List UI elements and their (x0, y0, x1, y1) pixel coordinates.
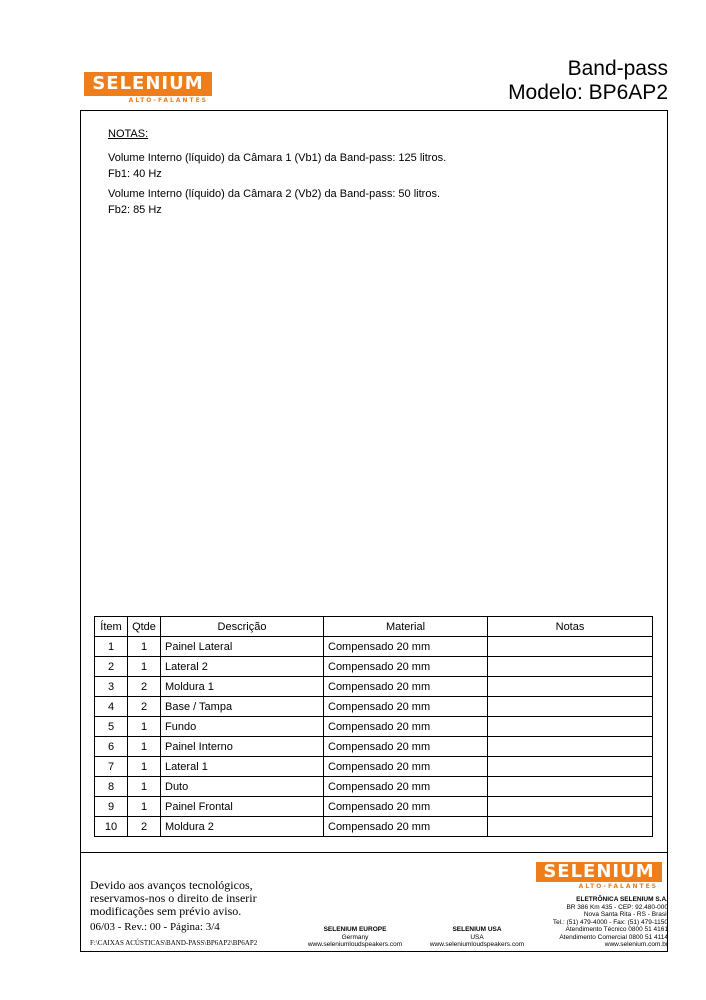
logo-wordmark: SELENIUM (543, 861, 655, 882)
cell-notes (488, 757, 653, 777)
company-city: Nova Santa Rita - RS - Brasil (583, 911, 668, 918)
cell-notes (488, 697, 653, 717)
cell-qty: 2 (128, 677, 161, 697)
cell-description: Painel Frontal (161, 797, 324, 817)
disclaimer-line: modificações sem prévio aviso. (90, 904, 242, 918)
cell-material: Compensado 20 mm (324, 657, 488, 677)
table-row (95, 777, 653, 797)
cell-qty: 1 (128, 737, 161, 757)
cell-qty: 2 (128, 697, 161, 717)
cell-item: 5 (95, 717, 128, 737)
cell-material: Compensado 20 mm (324, 737, 488, 757)
cell-material: Compensado 20 mm (324, 637, 488, 657)
revision-info: 06/03 - Rev.: 00 - Página: 3/4 (90, 921, 220, 933)
disclaimer-line: reservamos-nos o direito de inserir (90, 891, 257, 905)
selenium-logo-footer (536, 862, 662, 891)
cell-notes (488, 797, 653, 817)
note-chamber-1-volume: Volume Interno (líquido) da Câmara 1 (Vb1) da Band-pass: 125 litros. (108, 152, 447, 164)
footer-divider (80, 852, 668, 853)
cell-item: 8 (95, 777, 128, 797)
cell-notes (488, 737, 653, 757)
cell-material: Compensado 20 mm (324, 677, 488, 697)
contact-usa-url: www.seleniumloudspeakers.com (429, 941, 525, 948)
cell-notes (488, 817, 653, 837)
file-path: F:\CAIXAS ACÚSTICAS\BAND-PASS\BP6AP2\BP6AP2 (90, 939, 258, 947)
selenium-logo (84, 72, 212, 105)
cell-qty: 1 (128, 797, 161, 817)
cell-material: Compensado 20 mm (324, 777, 488, 797)
column-header-material: Material (324, 617, 488, 637)
cell-notes (488, 657, 653, 677)
table-row (95, 757, 653, 777)
contact-europe-url: www.seleniumloudspeakers.com (307, 941, 403, 948)
logo-tagline: ALTO-FALANTES (84, 96, 212, 105)
contact-europe-name: SELENIUM EUROPE (323, 926, 387, 933)
cell-description: Fundo (161, 717, 324, 737)
cell-description: Lateral 2 (161, 657, 324, 677)
company-name: ELETRÔNICA SELENIUM S.A. (576, 896, 668, 903)
contact-usa (422, 926, 532, 949)
table-row (95, 717, 653, 737)
cell-item: 7 (95, 757, 128, 777)
cell-description: Moldura 2 (161, 817, 324, 837)
notes-heading: NOTAS: (108, 128, 149, 140)
cell-item: 9 (95, 797, 128, 817)
cell-description: Base / Tampa (161, 697, 324, 717)
cell-notes (488, 717, 653, 737)
cell-material: Compensado 20 mm (324, 817, 488, 837)
cell-item: 3 (95, 677, 128, 697)
contact-usa-name: SELENIUM USA (452, 926, 502, 933)
model-title: Modelo: BP6AP2 (508, 81, 668, 104)
table-row (95, 737, 653, 757)
note-chamber-2-fb: Fb2: 85 Hz (108, 204, 162, 216)
table-row (95, 817, 653, 837)
cell-description: Moldura 1 (161, 677, 324, 697)
logo-tagline: ALTO-FALANTES (536, 882, 662, 891)
table-row (95, 677, 653, 697)
company-phone: Tel.: (51) 479-4000 - Fax: (51) 479-1150 (552, 918, 668, 926)
contact-europe (296, 926, 414, 949)
logo-wordmark: SELENIUM (92, 73, 204, 94)
cell-qty: 1 (128, 637, 161, 657)
cell-material: Compensado 20 mm (324, 697, 488, 717)
company-url: www.selenium.com.br (604, 941, 668, 948)
contact-brasil (520, 896, 668, 949)
table-row (95, 697, 653, 717)
column-header-description: Descrição (161, 617, 324, 637)
cell-description: Painel Interno (161, 737, 324, 757)
cell-qty: 1 (128, 717, 161, 737)
cell-item: 1 (95, 637, 128, 657)
cell-notes (488, 777, 653, 797)
company-address: BR 386 Km 435 - CEP: 92.480-000 (566, 903, 668, 911)
column-header-qty: Qtde (128, 617, 161, 637)
cell-qty: 1 (128, 757, 161, 777)
cell-item: 10 (95, 817, 128, 837)
cell-notes (488, 677, 653, 697)
contact-europe-country: Germany (341, 933, 369, 941)
notes-section (108, 126, 446, 222)
cell-description: Duto (161, 777, 324, 797)
cell-qty: 2 (128, 817, 161, 837)
table-header-row (95, 617, 653, 637)
table-row (95, 637, 653, 657)
company-sales: Atendimento Comercial 0800 51 4114 (559, 933, 668, 941)
cell-description: Lateral 1 (161, 757, 324, 777)
company-tech-support: Atendimento Técnico 0800 51 4161 (565, 926, 668, 933)
cell-qty: 1 (128, 657, 161, 677)
cell-notes (488, 637, 653, 657)
note-chamber-2 (108, 186, 446, 218)
note-chamber-1-fb: Fb1: 40 Hz (108, 168, 162, 180)
cell-item: 4 (95, 697, 128, 717)
document-title: Band-pass (567, 57, 668, 80)
note-chamber-2-volume: Volume Interno (líquido) da Câmara 2 (Vb2) da Band-pass: 50 litros. (108, 188, 441, 200)
cell-item: 2 (95, 657, 128, 677)
cell-material: Compensado 20 mm (324, 757, 488, 777)
table-row (95, 657, 653, 677)
column-header-notes: Notas (488, 617, 653, 637)
contact-usa-country: USA (470, 933, 484, 941)
parts-table (94, 616, 653, 837)
cell-qty: 1 (128, 777, 161, 797)
column-header-item: Ítem (95, 617, 128, 637)
note-chamber-1 (108, 150, 446, 182)
disclaimer (90, 879, 257, 918)
table-row (95, 797, 653, 817)
cell-material: Compensado 20 mm (324, 797, 488, 817)
cell-description: Painel Lateral (161, 637, 324, 657)
cell-item: 6 (95, 737, 128, 757)
disclaimer-line: Devido aos avanços tecnológicos, (90, 878, 253, 892)
cell-material: Compensado 20 mm (324, 717, 488, 737)
